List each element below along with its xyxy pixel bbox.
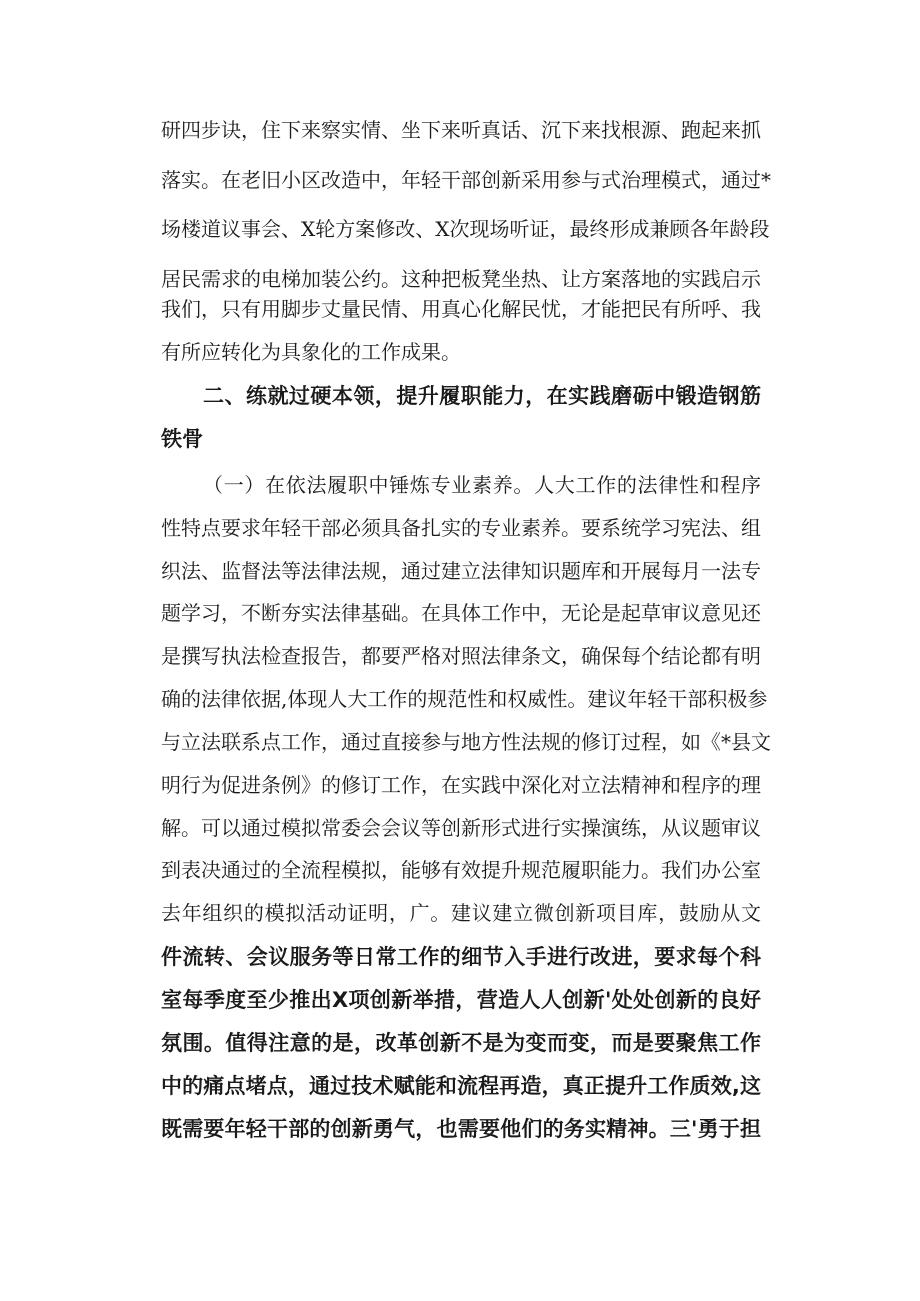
body-text-line: 是撰写执法检查报告，都要严格对照法律条文，确保每个结论都有明 bbox=[161, 644, 761, 668]
body-text-line: 室每季度至少推出X项创新举措，营造人人创新'处处创新的良好 bbox=[161, 988, 761, 1012]
body-text-line: 居民需求的电梯加装公约。这种把板凳坐热、让方案落地的实践启示 bbox=[161, 267, 761, 291]
subsection-heading-line: （一）在依法履职中锤炼专业素养。人大工作的法律性和程序 bbox=[203, 473, 761, 497]
body-text-line: 氛围。值得注意的是，改革创新不是为变而变，而是要聚焦工作 bbox=[161, 1031, 761, 1055]
body-text-line: 场楼道议事会、X轮方案修改、X次现场听证，最终形成兼顾各年龄段 bbox=[161, 217, 770, 241]
body-text-line: 到表决通过的全流程模拟，能够有效提升规范履职能力。我们办公室 bbox=[161, 858, 761, 882]
body-text-line: 研四步诀，住下来察实情、坐下来听真话、沉下来找根源、跑起来抓 bbox=[161, 118, 761, 142]
body-text-line: 确的法律依据,体现人大工作的规范性和权威性。建议年轻干部积极参 bbox=[161, 687, 768, 711]
body-text-line: 我们，只有用脚步丈量民情、用真心化解民忧，才能把民有所呼、我 bbox=[161, 297, 761, 321]
body-text-line: 织法、监督法等法律法规，通过建立法律知识题库和开展每月一法专 bbox=[161, 559, 761, 583]
body-text-line: 性特点要求年轻干部必须具备扎实的专业素养。要系统学习宪法、组 bbox=[161, 516, 761, 540]
body-text-line: 有所应转化为具象化的工作成果。 bbox=[161, 340, 461, 364]
body-text-line: 去年组织的模拟活动证明，广。建议建立微创新项目库，鼓励从文 bbox=[161, 901, 761, 925]
body-text-line: 明行为促进条例》的修订工作，在实践中深化对立法精神和程序的理 bbox=[161, 773, 761, 797]
body-text-line: 解。可以通过模拟常委会会议等创新形式进行实操演练，从议题审议 bbox=[161, 816, 761, 840]
body-text-line: 落实。在老旧小区改造中，年轻干部创新采用参与式治理模式，通过* bbox=[161, 168, 771, 192]
body-text-line: 件流转、会议服务等日常工作的细节入手进行改进，要求每个科 bbox=[161, 945, 761, 969]
body-text-line: 与立法联系点工作，通过直接参与地方性法规的修订过程，如《*县文 bbox=[161, 730, 771, 754]
body-text-line: 既需要年轻干部的创新勇气，也需要他们的务实精神。三'勇于担 bbox=[161, 1117, 761, 1141]
body-text-line: 题学习，不断夯实法律基础。在具体工作中，无论是起草审议意见还 bbox=[161, 601, 761, 625]
section-heading-continued: 铁骨 bbox=[161, 427, 203, 451]
section-heading: 二、练就过硬本领，提升履职能力，在实践磨砺中锻造钢筋 bbox=[203, 384, 761, 408]
body-text-line: 中的痛点堵点，通过技术赋能和流程再造，真正提升工作质效,这 bbox=[161, 1074, 761, 1098]
